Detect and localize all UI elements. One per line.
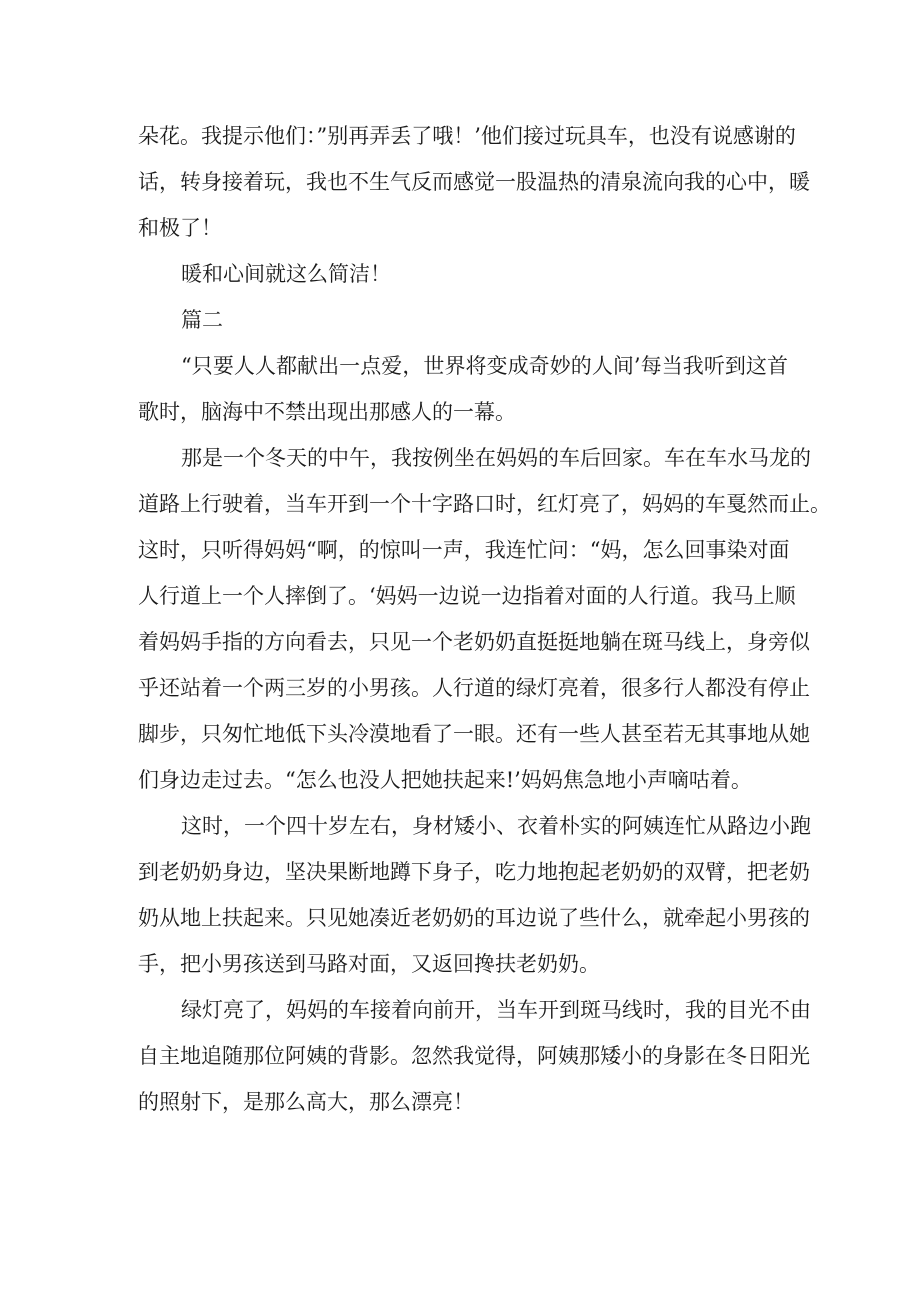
paragraph-auntie <box>138 803 811 987</box>
text-line: 和极了！ <box>138 216 222 240</box>
text-line: 的照射下，是那么高大，那么漂亮！ <box>138 1090 474 1114</box>
article-body <box>138 113 831 1125</box>
text-line: 歌时，脑海中不禁出现出那感人的一幕。 <box>138 400 516 424</box>
text-line: 暖和心间就这么简洁！ <box>181 262 391 286</box>
paragraph-continued <box>138 113 810 251</box>
section-heading <box>138 297 788 343</box>
text-line: 乎还站着一个两三岁的小男孩。人行道的绿灯亮着，很多行人都没有停止 <box>138 676 810 700</box>
text-line: 这时，只听得妈妈“啊，的惊叫一声，我连忙问：“妈，怎么回事染对面 <box>138 538 790 562</box>
text-line: 奶从地上扶起来。只见她凑近老奶奶的耳边说了些什么，就牵起小男孩的 <box>138 906 810 930</box>
text-line: 绿灯亮了，妈妈的车接着向前开，当车开到斑马线时，我的目光不由 <box>181 998 811 1022</box>
text-line: 自主地追随那位阿姨的背影。忽然我觉得，阿姨那矮小的身影在冬日阳光 <box>138 1044 810 1068</box>
paragraph-summary <box>138 251 788 297</box>
text-line: 着妈妈手指的方向看去，只见一个老奶奶直挺挺地躺在斑马线上，身旁似 <box>138 630 810 654</box>
text-line: 到老奶奶身边，坚决果断地蹲下身子，吃力地抱起老奶奶的双臂，把老奶 <box>138 860 810 884</box>
text-line: 手，把小男孩送到马路对面，又返回搀扶老奶奶。 <box>138 952 600 976</box>
paragraph-song <box>138 343 788 435</box>
text-line: “只要人人都献出一点爱，世界将变成奇妙的人间’每当我听到这首 <box>181 354 788 378</box>
text-line: 那是一个冬天的中午，我按例坐在妈妈的车后回家。车在车水马龙的 <box>181 446 811 470</box>
text-line: 道路上行驶着，当车开到一个十字路口时，红灯亮了，妈妈的车戛然而止。 <box>138 492 831 516</box>
text-line: 人行道上一个人摔倒了。‘妈妈一边说一边指着对面的人行道。我马上顺 <box>138 584 796 608</box>
text-line: 脚步，只匆忙地低下头冷漠地看了一眼。还有一些人甚至若无其事地从她 <box>138 722 810 746</box>
text-line: 话，转身接着玩，我也不生气反而感觉一股温热的清泉流向我的心中，暖 <box>138 170 810 194</box>
paragraph-winter <box>138 435 831 803</box>
heading-line: 篇二 <box>181 308 223 332</box>
text-line: 朵花。我提示他们：”别再弄丢了哦！’他们接过玩具车，也没有说感谢的 <box>138 124 796 148</box>
text-line: 这时，一个四十岁左右，身材矮小、衣着朴实的阿姨连忙从路边小跑 <box>181 814 811 838</box>
paragraph-green-light <box>138 987 811 1125</box>
text-line: 们身边走过去。“怎么也没人把她扶起来!’妈妈焦急地小声嘀咕着。 <box>138 768 752 792</box>
